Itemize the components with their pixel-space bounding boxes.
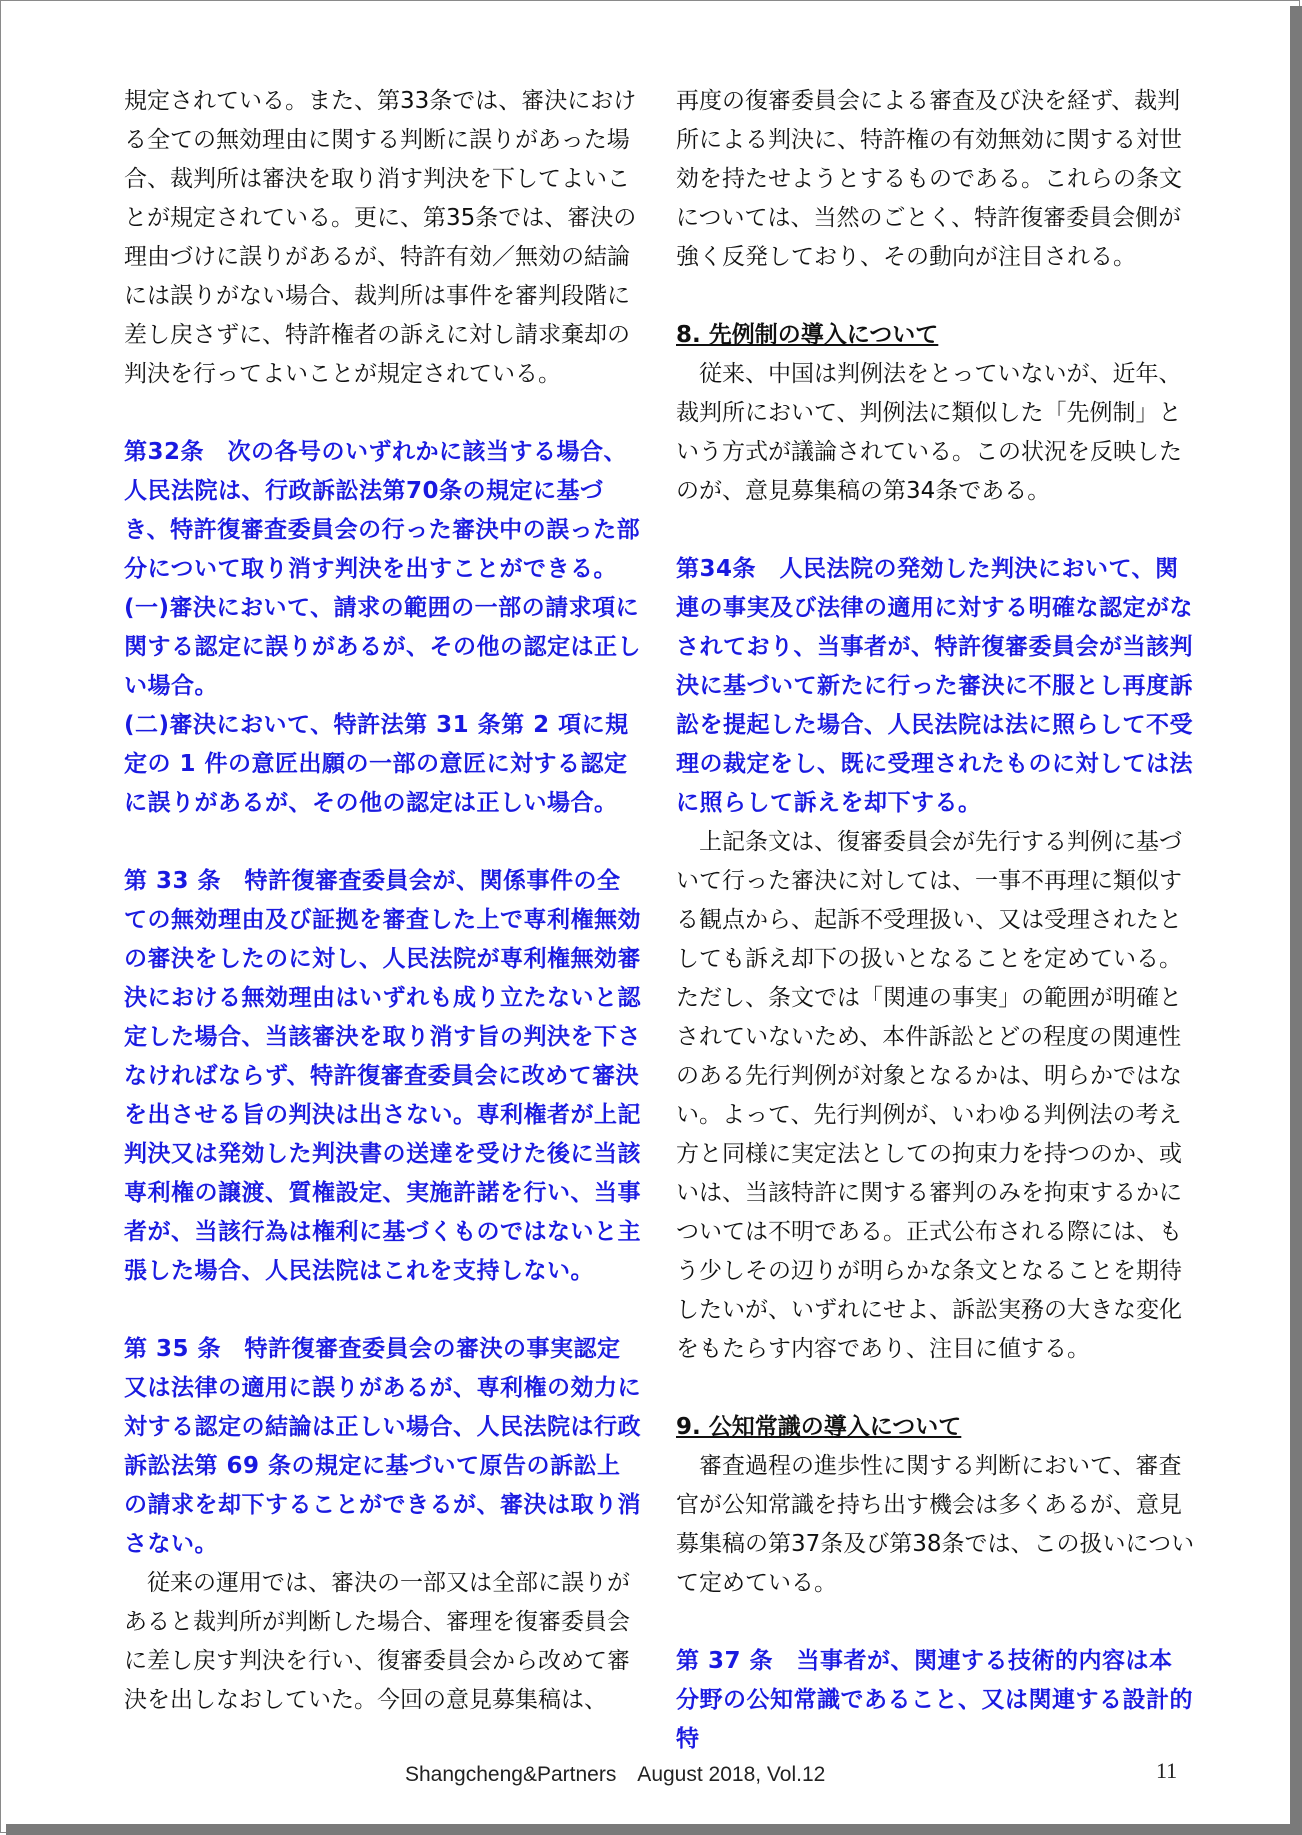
- article-37-text: 第 37 条 当事者が、関連する技術的内容は本分野の公知常識であること、又は関連する設計的特: [676, 1648, 1193, 1752]
- section-8-heading: 8. 先例制の導入について: [676, 322, 939, 348]
- paragraph-previous-practice: 従来の運用では、審決の一部又は全部に誤りがあると裁判所が判断した場合、審理を復審委員会に差し戻す判決を行い、復審委員会から改めて審決を出しなおしていた。今回の意見募集稿は、: [124, 1570, 630, 1713]
- page-number: 11: [1156, 1758, 1178, 1783]
- article-33-text: 第 33 条 特許復審査委員会が、関係事件の全ての無効理由及び証拠を審査した上で専利権無効の審決をしたのに対し、人民法院が専利権無効審決における無効理由はいずれも成り立たないと認定した場合、当該審決を取り消す旨の判決を下さなければならず、特許復審査委員会に改めて審決を出させる旨の判決は出さない。専利権者が上記判決又は発効した判決書の送達を受けた後に当該専利権の譲渡、質権設定、実施許諾を行い、当事者が、当該行為は権利に基づくものではないと主張した場合、人民法院はこれを支持しない。: [124, 868, 641, 1284]
- article-32-text: 第32条 次の各号のいずれかに該当する場合、人民法院は、行政訴訟法第70条の規定に基づき、特許復審査委員会の行った審決中の誤った部分について取り消す判決を出すことができる。: [124, 439, 641, 582]
- section-9-heading: 9. 公知常識の導入について: [676, 1414, 962, 1440]
- paragraph-intro: 規定されている。また、第33条では、審決における全ての無効理由に関する判断に誤りがあった場合、裁判所は審決を取り消す判決を下してよいことが規定されている。更に、第35条では、審決の理由づけに誤りがあるが、特許有効／無効の結論には誤りがない場合、裁判所は事件を審判段階に差し戻さずに、特許権者の訴えに対し請求棄却の判決を行ってよいことが規定されている。: [124, 88, 637, 387]
- footer-publication: Shangcheng&Partners August 2018, Vol.12: [405, 1763, 826, 1786]
- section-9-paragraph: 審査過程の進歩性に関する判断において、審査官が公知常識を持ち出す機会は多くあるが、意見募集稿の第37条及び第38条では、この扱いについて定めている。: [676, 1453, 1195, 1596]
- page-shadow-bottom: [6, 1824, 1302, 1835]
- left-column: [124, 82, 644, 1720]
- paragraph-continuation: 再度の復審委員会による審査及び決を経ず、裁判所による判決に、特許権の有効無効に関する対世効を持たせようとするものである。これらの条文については、当然のごとく、特許復審委員会側が強く反発しており、その動向が注目される。: [676, 88, 1182, 270]
- article-32-item-1: (一)審決において、請求の範囲の一部の請求項に関する認定に誤りがあるが、その他の認定は正しい場合。: [124, 595, 641, 699]
- section-8-paragraph: 従来、中国は判例法をとっていないが、近年、裁判所において、判例法に類似した「先例制」という方式が議論されている。この状況を反映したのが、意見募集稿の第34条である。: [676, 361, 1182, 504]
- article-34-text: 第34条 人民法院の発効した判決において、関連の事実及び法律の適用に対する明確な認定がなされており、当事者が、特許復審委員会が当該判決に基づいて新たに行った審決に不服とし再度訴訟を提起した場合、人民法院は法に照らして不受理の裁定をし、既に受理されたものに対しては法に照らして訴えを却下する。: [676, 556, 1193, 816]
- article-32-item-2: (二)審決において、特許法第 31 条第 2 項に規定の 1 件の意匠出願の一部の意匠に対する認定に誤りがあるが、その他の認定は正しい場合。: [124, 712, 629, 816]
- page-footer: [0, 1758, 1302, 1788]
- article-35-text: 第 35 条 特許復審査委員会の審決の事実認定又は法律の適用に誤りがあるが、専利権の効力に対する認定の結論は正しい場合、人民法院は行政訴訟法第 69 条の規定に基づいて原告の訴訟上の請求を却下することができるが、審決は取り消さない。: [124, 1336, 641, 1557]
- right-column: [676, 82, 1196, 1759]
- article-34-commentary: 上記条文は、復審委員会が先行する判例に基づいて行った審決に対しては、一事不再理に類似する観点から、起訴不受理扱い、又は受理されたとしても訴え却下の扱いとなることを定めている。ただし、条文では「関連の事実」の範囲が明確とされていないため、本件訴訟とどの程度の関連性のある先行判例が対象となるかは、明らかではない。よって、先行判例が、いわゆる判例法の考え方と同様に実定法としての拘束力を持つのか、或いは、当該特許に関する審判のみを拘束するかについては不明である。正式公布される際には、もう少しその辺りが明らかな条文となることを期待したいが、いずれにせよ、訴訟実務の大きな変化をもたらす内容であり、注目に値する。: [676, 829, 1182, 1362]
- page-shadow-right: [1290, 6, 1302, 1835]
